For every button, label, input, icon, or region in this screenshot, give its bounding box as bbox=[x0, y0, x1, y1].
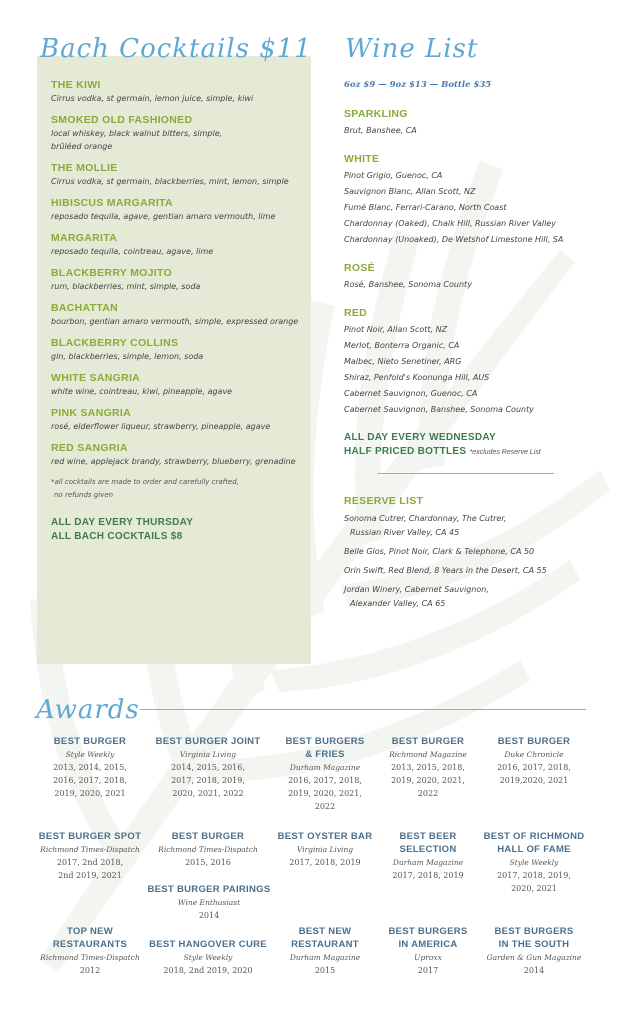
award-name: BEST BURGER PAIRINGS bbox=[147, 884, 271, 895]
reserve-item-line: Alexander Valley, CA 65 bbox=[350, 599, 446, 608]
cocktail-item bbox=[51, 301, 307, 328]
award-name: BEST HANGOVER CURE bbox=[149, 939, 267, 950]
award-years: 2016, 2017, 2018, bbox=[53, 776, 127, 785]
award-name: TOP NEW bbox=[66, 926, 114, 937]
wine-item: Cabernet Sauvignon, Banshee, Sonoma County bbox=[344, 405, 534, 414]
cocktail-desc: red wine, applejack brandy, strawberry, blueberry, grenadine bbox=[51, 457, 296, 466]
award-years: 2015 bbox=[314, 966, 336, 975]
cocktail-desc: gin, blackberries, simple, lemon, soda bbox=[51, 352, 204, 361]
award-years: 2017, 2nd 2018, bbox=[56, 858, 124, 867]
award-item bbox=[372, 830, 484, 882]
reserve-list-heading: RESERVE LIST bbox=[344, 495, 424, 507]
cocktail-name: PINK SANGRIA bbox=[51, 407, 132, 419]
wine-section-heading: ROSÉ bbox=[344, 262, 375, 274]
award-name: BEST BURGER bbox=[53, 736, 127, 747]
cocktail-desc: Cirrus vodka, st germain, blackberries, mint, lemon, simple bbox=[51, 177, 289, 186]
wine-promo bbox=[344, 431, 606, 460]
award-source: Virginia Living bbox=[296, 845, 354, 854]
reserve-list bbox=[344, 512, 606, 611]
reserve-item-line: Sonoma Cutrer, Chardonnay, The Cutrer, bbox=[344, 514, 507, 523]
cocktail-desc: brûléed orange bbox=[51, 142, 113, 151]
wine-section-heading: WHITE bbox=[344, 153, 380, 165]
cocktail-promo bbox=[51, 516, 307, 544]
award-source: Wine Enthusiast bbox=[177, 898, 241, 907]
reserve-item bbox=[344, 512, 606, 540]
award-years: 2018, 2nd 2019, 2020 bbox=[163, 966, 253, 975]
award-name: BEST OF RICHMOND bbox=[483, 831, 585, 842]
award-source: Virginia Living bbox=[179, 750, 237, 759]
cocktail-item bbox=[51, 161, 307, 188]
award-years: 2013, 2014, 2015, bbox=[53, 763, 127, 772]
reserve-item bbox=[344, 583, 606, 611]
cocktail-item bbox=[51, 406, 307, 433]
wine-item: Fumé Blanc, Ferrari-Carano, North Coast bbox=[344, 203, 507, 212]
award-item bbox=[478, 925, 590, 977]
cocktail-desc: Cirrus vodka, st germain, lemon juice, simple, kiwi bbox=[51, 94, 254, 103]
cocktail-item bbox=[51, 336, 307, 363]
award-name: BEST BURGER JOINT bbox=[155, 736, 261, 747]
cocktail-name: BLACKBERRY MOJITO bbox=[51, 267, 172, 279]
cocktail-item bbox=[51, 441, 307, 468]
wine-item: Chardonnay (Unoaked), De Wetshof Limestone Hill, SA bbox=[344, 235, 564, 244]
award-years: 2016, 2017, 2018, bbox=[497, 763, 571, 772]
wine-list bbox=[344, 80, 606, 616]
wine-item: Pinot Noir, Allan Scott, NZ bbox=[344, 325, 448, 334]
award-item bbox=[30, 830, 150, 882]
cocktail-list bbox=[51, 78, 307, 544]
disclaimer-line-2: no refunds given bbox=[54, 491, 114, 499]
award-item bbox=[34, 735, 146, 800]
award-name: IN AMERICA bbox=[398, 939, 458, 950]
wine-divider bbox=[378, 473, 554, 474]
award-source: Durham Magazine bbox=[289, 953, 361, 962]
award-source: Duke Chronicle bbox=[504, 750, 564, 759]
wine-item: Chardonnay (Oaked), Chalk Hill, Russian River Valley bbox=[344, 219, 556, 228]
award-item bbox=[269, 830, 381, 869]
award-years: 2016, 2017, 2018, bbox=[288, 776, 362, 785]
award-item bbox=[144, 883, 274, 922]
award-source: Richmond Magazine bbox=[389, 750, 467, 759]
cocktail-name: BLACKBERRY COLLINS bbox=[51, 337, 179, 349]
cocktail-item bbox=[51, 371, 307, 398]
award-years: 2014 bbox=[198, 911, 220, 920]
wine-promo-text: HALF PRICED BOTTLES bbox=[344, 446, 467, 457]
wine-item: Malbec, Nieto Senetiner, ARG bbox=[344, 357, 462, 366]
award-years: 2022 bbox=[417, 789, 439, 798]
wine-section-heading: RED bbox=[344, 307, 368, 319]
wine-prices: 6oz $9 — 9oz $13 — Bottle $35 bbox=[344, 80, 492, 90]
cocktail-promo-line-1: ALL DAY EVERY THURSDAY bbox=[51, 517, 194, 528]
cocktail-name: RED SANGRIA bbox=[51, 442, 128, 454]
award-years: 2020, 2021, 2022 bbox=[172, 789, 244, 798]
cocktail-name: WHITE SANGRIA bbox=[51, 372, 141, 384]
wine-item: Brut, Banshee, CA bbox=[344, 126, 417, 135]
award-item bbox=[269, 735, 381, 813]
award-years: 2017, 2018, 2019, bbox=[171, 776, 245, 785]
awards-title: Awards bbox=[36, 695, 140, 725]
award-years: 2014 bbox=[523, 966, 545, 975]
cocktails-title: Bach Cocktails $11 bbox=[40, 34, 312, 64]
award-name: RESTAURANT bbox=[291, 939, 359, 950]
wine-item: Sauvignon Blanc, Allan Scott, NZ bbox=[344, 187, 476, 196]
reserve-item-line: Russian River Valley, CA 45 bbox=[350, 528, 460, 537]
awards-grid bbox=[34, 735, 590, 1020]
cocktail-desc: rosé, elderflower liqueur, strawberry, pineapple, agave bbox=[51, 422, 271, 431]
cocktail-name: SMOKED OLD FASHIONED bbox=[51, 114, 193, 126]
award-years: 2019, 2020, 2021, bbox=[391, 776, 465, 785]
cocktail-promo-line-2: ALL BACH COCKTAILS $8 bbox=[51, 531, 183, 542]
award-name: BEST BURGERS bbox=[494, 926, 574, 937]
cocktail-item bbox=[51, 266, 307, 293]
award-item bbox=[372, 925, 484, 977]
award-source: Durham Magazine bbox=[289, 763, 361, 772]
disclaimer-line-1: *all cocktails are made to order and carefully crafted, bbox=[51, 478, 239, 486]
cocktail-name: HIBISCUS MARGARITA bbox=[51, 197, 173, 209]
award-item bbox=[269, 925, 381, 977]
award-years: 2017, 2018, 2019 bbox=[392, 871, 464, 880]
cocktail-desc: white wine, cointreau, kiwi, pineapple, agave bbox=[51, 387, 233, 396]
award-years: 2022 bbox=[314, 802, 336, 811]
wine-section-white bbox=[344, 152, 606, 248]
award-source: Style Weekly bbox=[183, 953, 233, 962]
awards-divider bbox=[140, 709, 586, 710]
cocktail-disclaimer bbox=[51, 476, 307, 502]
award-name: HALL OF FAME bbox=[497, 844, 571, 855]
award-item bbox=[478, 830, 590, 895]
wine-section-sparkling bbox=[344, 107, 606, 139]
wine-promo-note: *excludes Reserve List bbox=[469, 449, 541, 456]
wine-promo-line-1: ALL DAY EVERY WEDNESDAY bbox=[344, 432, 496, 443]
cocktail-item bbox=[51, 231, 307, 258]
award-years: 2017, 2018, 2019, bbox=[497, 871, 571, 880]
cocktail-item bbox=[51, 196, 307, 223]
award-name: BEST BURGERS bbox=[285, 736, 365, 747]
cocktail-desc: rum, blackberries, mint, simple, soda bbox=[51, 282, 201, 291]
award-name: & FRIES bbox=[305, 749, 345, 760]
wine-promo-line-2 bbox=[344, 445, 606, 460]
award-source: Uproxx bbox=[414, 953, 442, 962]
award-years: 2017, 2018, 2019 bbox=[289, 858, 361, 867]
wine-item: Merlot, Bonterra Organic, CA bbox=[344, 341, 460, 350]
award-name: SELECTION bbox=[399, 844, 457, 855]
award-years: 2019,2020, 2021 bbox=[499, 776, 569, 785]
award-source: Richmond Times-Dispatch bbox=[158, 845, 258, 854]
cocktail-item bbox=[51, 78, 307, 105]
cocktail-name: MARGARITA bbox=[51, 232, 118, 244]
cocktail-desc: reposado tequila, agave, gentian amaro vermouth, lime bbox=[51, 212, 276, 221]
wine-item: Shiraz, Penfold's Koonunga Hill, AUS bbox=[344, 373, 490, 382]
award-item bbox=[152, 735, 264, 800]
cocktail-desc: bourbon, gentian amaro vermouth, simple, expressed orange bbox=[51, 317, 299, 326]
wine-title: Wine List bbox=[345, 34, 479, 64]
reserve-item bbox=[344, 564, 606, 578]
award-years: 2014, 2015, 2016, bbox=[171, 763, 245, 772]
award-source: Richmond Times-Dispatch bbox=[40, 845, 140, 854]
wine-section-red bbox=[344, 306, 606, 418]
cocktail-desc: reposado tequila, cointreau, agave, lime bbox=[51, 247, 214, 256]
award-years: 2nd 2019, 2021 bbox=[58, 871, 122, 880]
award-years: 2020, 2021 bbox=[511, 884, 557, 893]
reserve-item bbox=[344, 545, 606, 559]
wine-item: Pinot Grigio, Guenoc, CA bbox=[344, 171, 443, 180]
award-years: 2019, 2020, 2021 bbox=[54, 789, 126, 798]
award-name: BEST BURGER bbox=[497, 736, 571, 747]
award-years: 2019, 2020, 2021, bbox=[288, 789, 362, 798]
award-source: Style Weekly bbox=[65, 750, 115, 759]
award-source: Style Weekly bbox=[509, 858, 559, 867]
award-years: 2013, 2015, 2018, bbox=[391, 763, 465, 772]
wine-item: Rosé, Banshee, Sonoma County bbox=[344, 280, 472, 289]
award-name: BEST OYSTER BAR bbox=[277, 831, 373, 842]
wine-item: Cabernet Sauvignon, Guenoc, CA bbox=[344, 389, 478, 398]
award-name: BEST BURGER SPOT bbox=[38, 831, 142, 842]
award-name: BEST BEER bbox=[399, 831, 457, 842]
award-name: IN THE SOUTH bbox=[498, 939, 570, 950]
cocktail-name: BACHATTAN bbox=[51, 302, 119, 314]
award-item bbox=[30, 925, 150, 977]
cocktail-name: THE MOLLIE bbox=[51, 162, 118, 174]
award-name: RESTAURANTS bbox=[52, 939, 128, 950]
award-item bbox=[478, 735, 590, 787]
award-years: 2015, 2016 bbox=[185, 858, 231, 867]
award-years: 2017 bbox=[417, 966, 439, 975]
award-name: BEST BURGER bbox=[171, 831, 245, 842]
award-years: 2012 bbox=[79, 966, 101, 975]
cocktail-item bbox=[51, 113, 307, 153]
cocktail-name: THE KIWI bbox=[51, 79, 101, 91]
award-name: BEST BURGER bbox=[391, 736, 465, 747]
reserve-item-line: Belle Glos, Pinot Noir, Clark & Telephone, CA 50 bbox=[344, 547, 535, 556]
award-item bbox=[148, 830, 268, 869]
reserve-item-line: Orin Swift, Red Blend, 8 Years in the Desert, CA 55 bbox=[344, 566, 547, 575]
award-name: BEST NEW bbox=[298, 926, 352, 937]
reserve-item-line: Jordan Winery, Cabernet Sauvignon, bbox=[344, 585, 489, 594]
wine-section-heading: SPARKLING bbox=[344, 108, 408, 120]
wine-section-rose bbox=[344, 261, 606, 293]
cocktail-desc: local whiskey, black walnut bitters, simple, bbox=[51, 129, 223, 138]
award-source: Richmond Times-Dispatch bbox=[40, 953, 140, 962]
award-name: BEST BURGERS bbox=[388, 926, 468, 937]
award-source: Durham Magazine bbox=[392, 858, 464, 867]
award-item bbox=[372, 735, 484, 800]
award-item bbox=[146, 938, 270, 977]
award-source: Garden & Gun Magazine bbox=[486, 953, 582, 962]
